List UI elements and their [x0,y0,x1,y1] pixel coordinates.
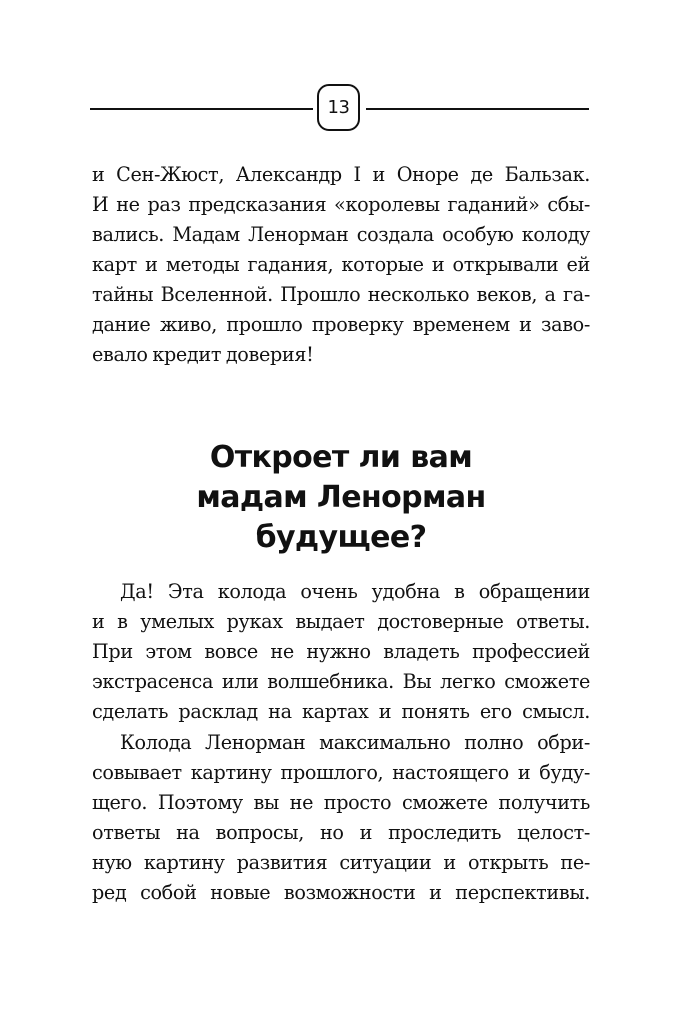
page-number: 13 [317,84,360,131]
text-line: евало кредит доверия! [92,343,314,366]
paragraph-intro [92,160,590,370]
text-line: щего. Поэтому вы не просто сможете получить [92,791,590,814]
text-line: экстрасенса или волшебника. Вы легко сможете [92,670,590,693]
text-line: сделать расклад на картах и понять его смысл. [92,700,590,723]
text-line: и Сен-Жюст, Александр I и Оноре де Бальзак. [92,163,590,186]
text-line: и в умелых руках выдает достоверные ответы. [92,610,590,633]
text-line: ответы на вопросы, но и проследить целост- [92,821,590,844]
text-line: Колода Ленорман максимально полно обри- [120,731,590,754]
paragraph-description [92,728,590,908]
text-line: И не раз предсказания «королевы гаданий» сбы- [92,193,590,216]
header-rule-left [90,108,313,110]
text-line: При этом вовсе не нужно владеть профессией [92,640,590,663]
text-line: ную картину развития ситуации и открыть пе- [92,851,590,874]
section-heading [92,438,590,558]
text-line: дание живо, прошло проверку временем и заво- [92,313,590,336]
text-line: вались. Мадам Ленорман создала особую колоду [92,223,590,246]
paragraph-answer [92,577,590,727]
text-line: тайны Вселенной. Прошло несколько веков, а га- [92,283,590,306]
heading-line: мадам Ленорман [196,480,486,515]
text-line: карт и методы гадания, которые и открывали ей [92,253,590,276]
text-line: Да! Эта колода очень удобна в обращении [120,580,590,603]
text-line: совывает картину прошлого, настоящего и буду- [92,761,590,784]
heading-line: Откроет ли вам [209,440,473,475]
text-line: ред собой новые возможности и перспективы. [92,881,590,904]
heading-line: будущее? [255,520,427,555]
header-rule-right [366,108,589,110]
